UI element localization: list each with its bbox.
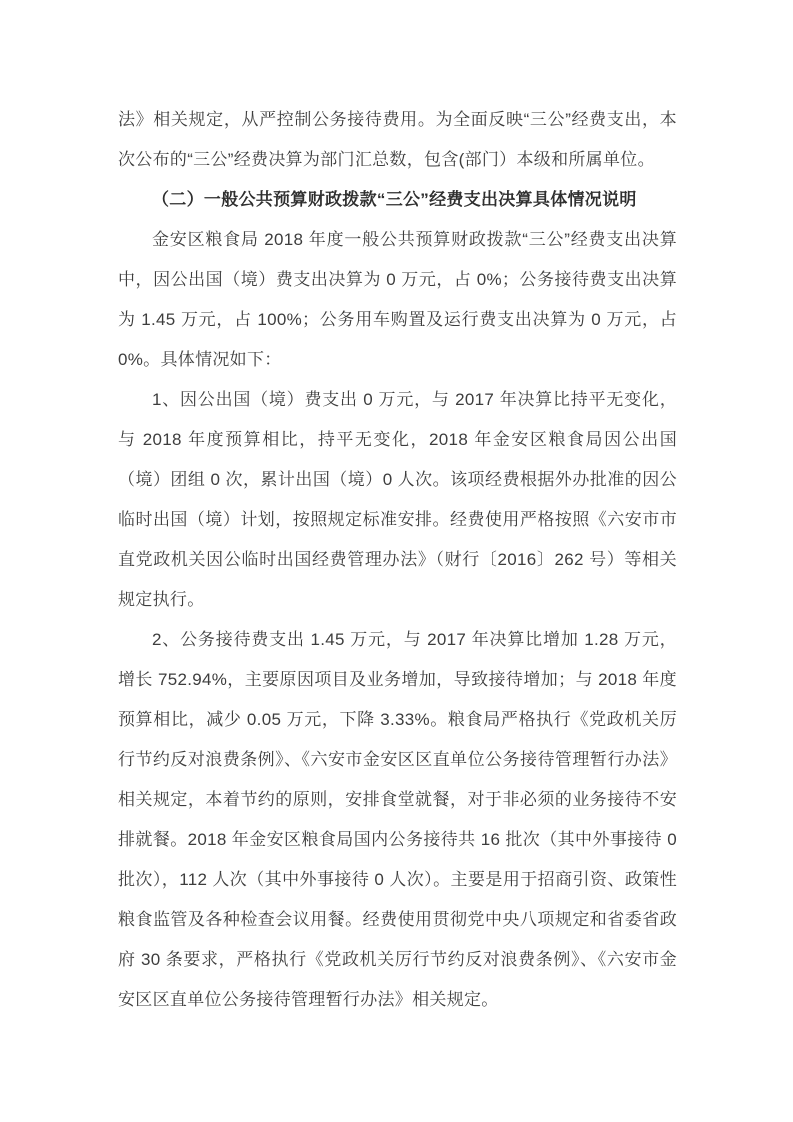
paragraph-continuation: 法》相关规定，从严控制公务接待费用。为全面反映“三公”经费支出，本次公布的“三公”经费决算为部门汇总数，包含(部门）本级和所属单位。 — [118, 110, 677, 169]
paragraph-item-2-official-reception: 2、公务接待费支出 1.45 万元，与 2017 年决算比增加 1.28 万元，增长 752.94%，主要原因项目及业务增加，导致接待增加；与 2018 年度预算相比，减少 0.05 万元，下降 3.33%。粮食局严格执行《党政机关厉行节约反对浪费条例》、《六安市金安区区直单位公务接待管理暂行办法》相关规定，本着节约的原则，安排食堂就餐，对于非必须的业务接待不安排就餐。2018 年金安区粮食局国内公务接待共 16 批次（其中外事接待 0 批次），112 人次（其中外事接待 0 人次）。主要是用于招商引资、政策性粮食监管及各种检查会议用餐。经费使用贯彻党中央八项规定和省委省政府 30 条要求，严格执行《党政机关厉行节约反对浪费条例》、《六安市金安区区直单位公务接待管理暂行办法》相关规定。 — [118, 630, 677, 1009]
paragraph-item-1-overseas-trips: 1、因公出国（境）费支出 0 万元，与 2017 年决算比持平无变化，与 2018 年度预算相比，持平无变化，2018 年金安区粮食局因公出国（境）团组 0 次，累计出国（境）0 人次。该项经费根据外办批准的因公临时出国（境）计划，按照规定标准安排。经费使用严格按照《六安市市直党政机关因公临时出国经费管理办法》（财行〔2016〕262 号）等相关规定执行。 — [118, 390, 677, 609]
section-heading: （二）一般公共预算财政拨款“三公”经费支出决算具体情况说明 — [152, 190, 637, 209]
paragraph-overview: 金安区粮食局 2018 年度一般公共预算财政拨款“三公”经费支出决算中，因公出国（境）费支出决算为 0 万元，占 0%；公务接待费支出决算为 1.45 万元，占 100%；公务用车购置及运行费支出决算为 0 万元，占 0%。具体情况如下： — [118, 230, 677, 369]
document-content — [118, 100, 677, 1020]
